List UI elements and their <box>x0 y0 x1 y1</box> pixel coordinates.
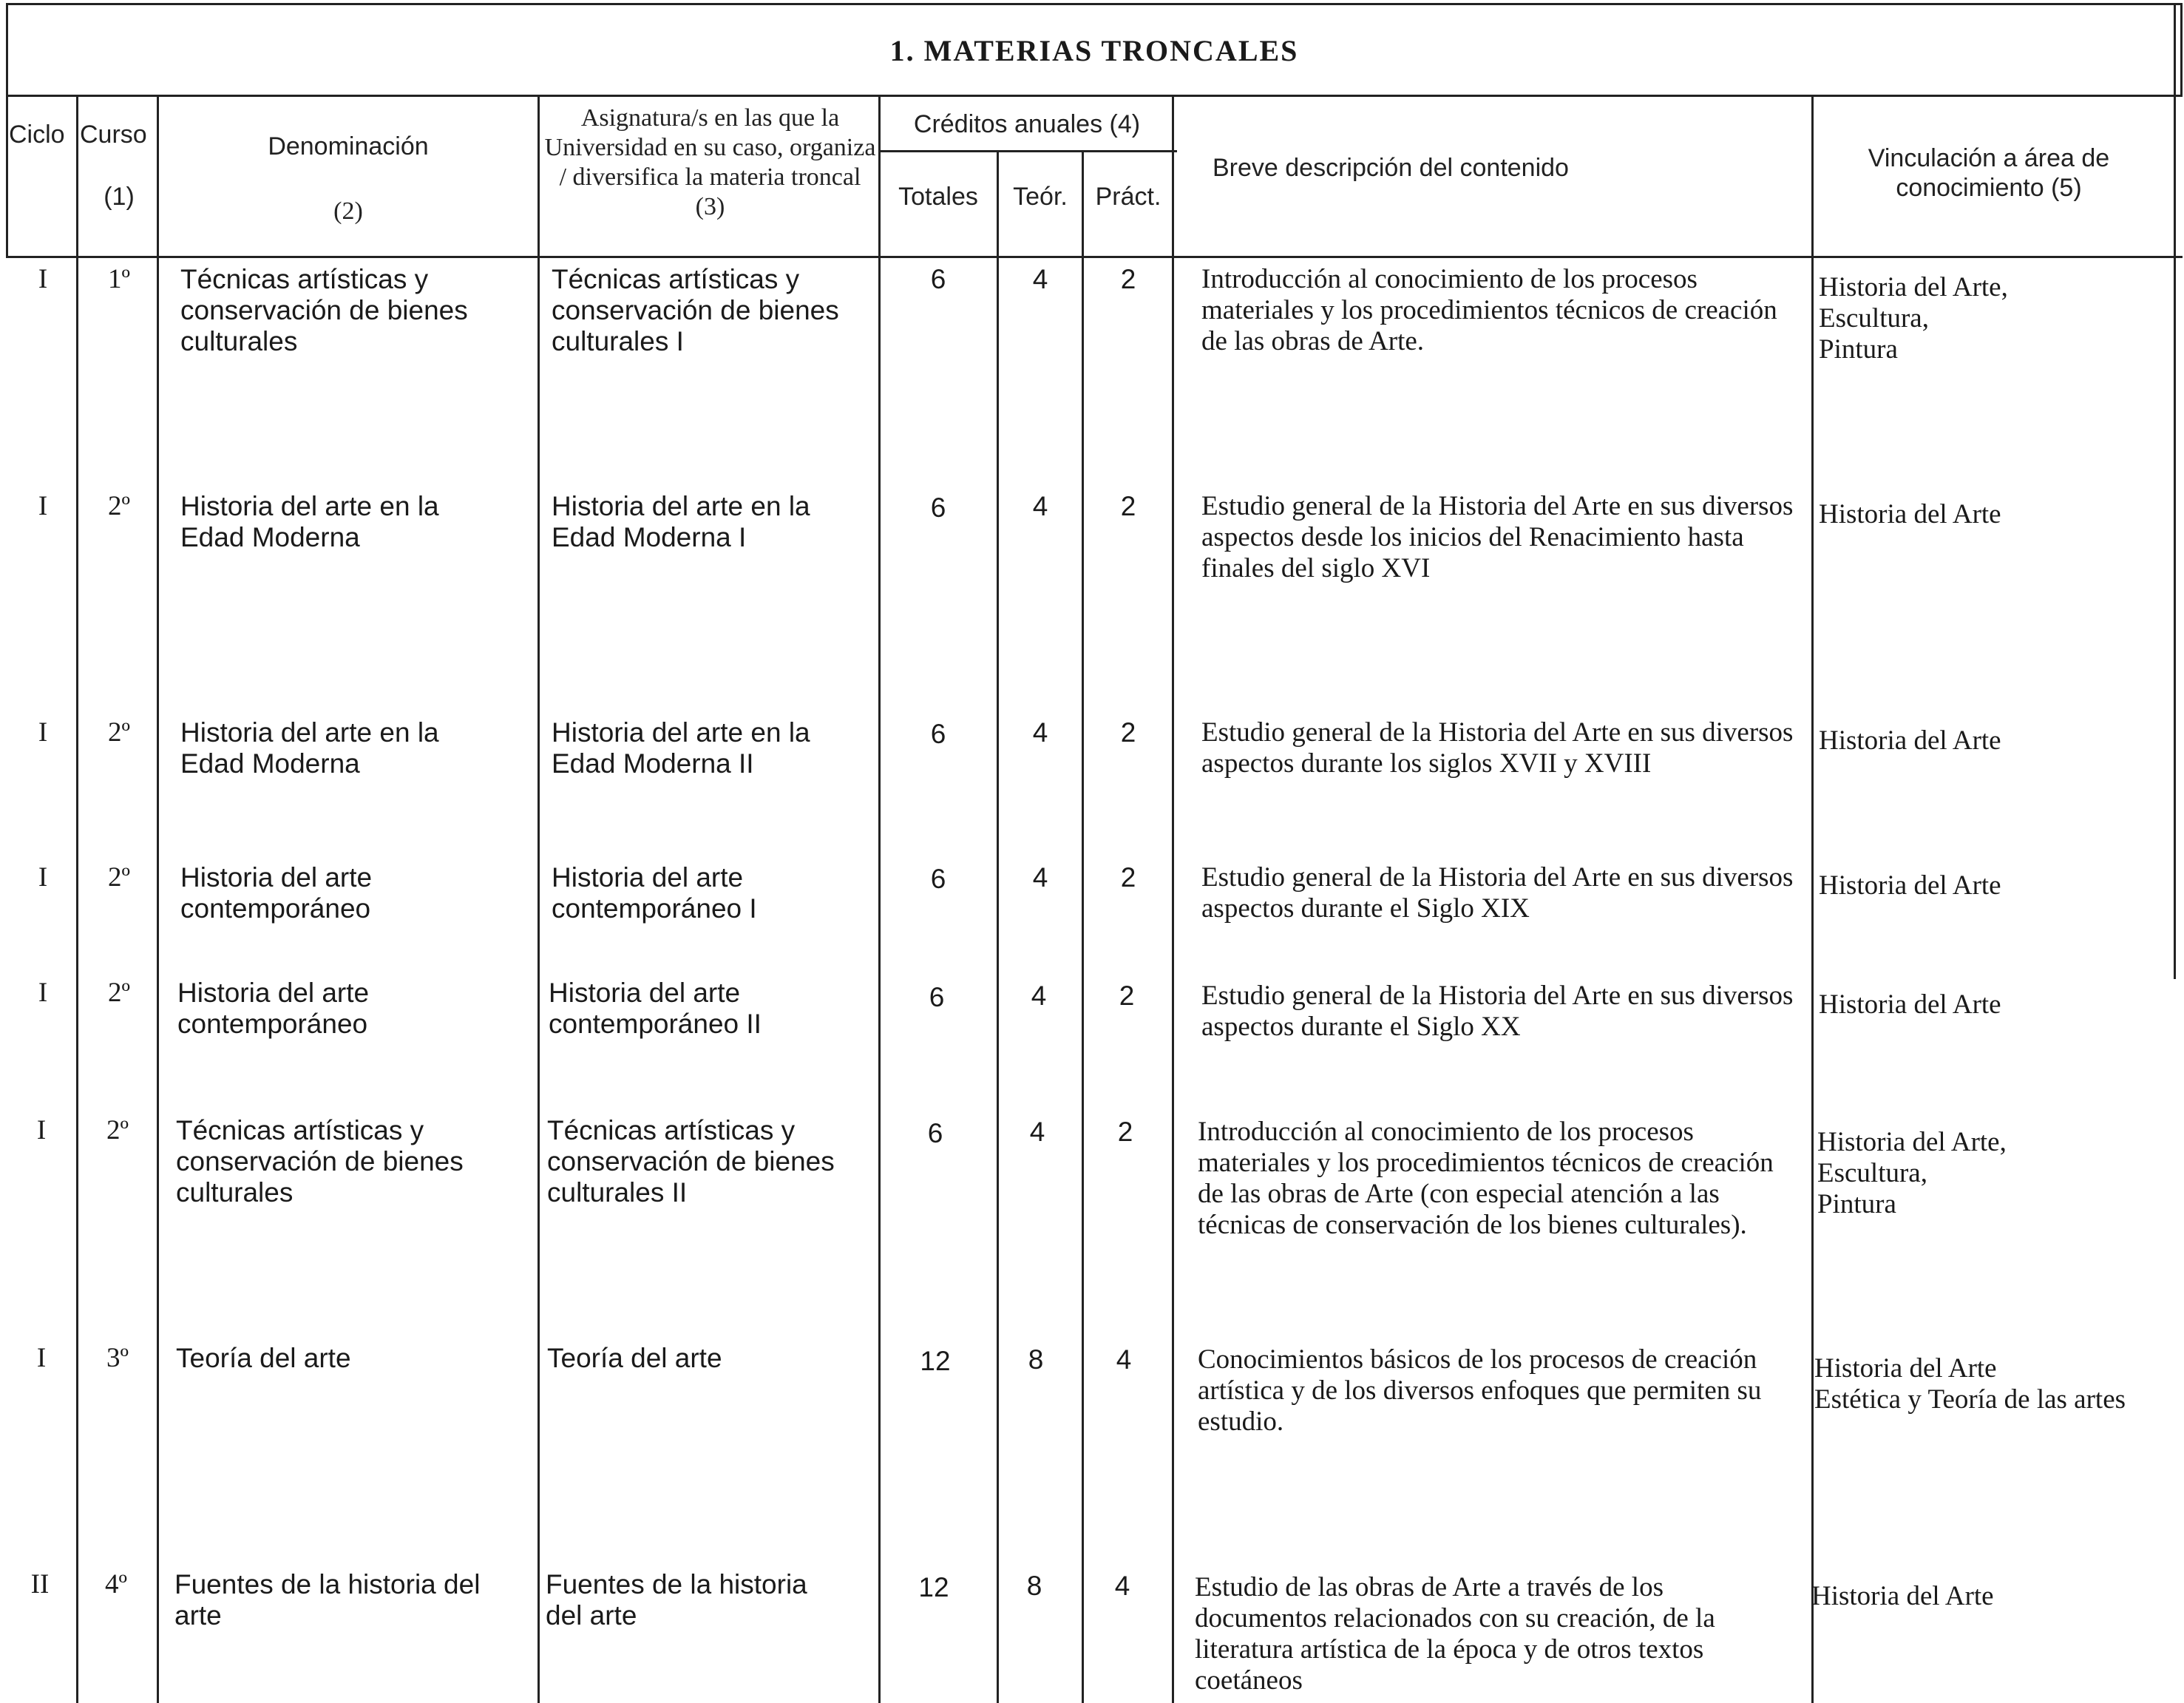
header-bottom-rule <box>6 256 2183 258</box>
creditos-sub-rule <box>878 150 1177 152</box>
header-pract: Práct. <box>1095 183 1161 211</box>
cell-pract: 2 <box>1120 264 1136 294</box>
cell-vinculacion: Historia del Arte <box>1819 725 2001 756</box>
cell-ciclo: I <box>38 717 48 748</box>
cell-pract: 2 <box>1117 1117 1133 1147</box>
cell-descripcion: Introducción al conocimiento de los procesos materiales y los procedimientos técnicos de creación de las obras de Arte (con especial atención a las técnicas de conservación de los bienes culturales). <box>1198 1117 1774 1240</box>
cell-vinculacion: Historia del Arte <box>1811 1581 1994 1611</box>
cell-asignatura: Historia del arte en la Edad Moderna I <box>552 491 810 552</box>
cell-totales: 6 <box>930 719 946 749</box>
col-rule-denominacion <box>537 95 540 1703</box>
header-top-rule <box>6 95 2183 97</box>
page-title: 1. MATERIAS TRONCALES <box>889 34 1299 67</box>
cell-totales: 12 <box>918 1572 949 1602</box>
cell-descripcion: Estudio general de la Historia del Arte en sus diversos aspectos durante el Siglo XX <box>1201 981 1794 1042</box>
cell-pract: 4 <box>1114 1571 1130 1601</box>
header-vinculacion: Vinculación a área de conocimiento (5) <box>1868 144 2110 202</box>
cell-denominacion: Técnicas artísticas y conservación de bienes culturales <box>180 264 468 356</box>
cell-pract: 2 <box>1120 862 1136 893</box>
cell-descripcion: Introducción al conocimiento de los procesos materiales y los procedimientos técnicos de creación de las obras de Arte. <box>1201 264 1777 356</box>
col-rule-teor <box>1082 150 1084 1703</box>
cell-ciclo: I <box>38 491 48 521</box>
title-box <box>6 3 2183 96</box>
cell-teor: 4 <box>1029 1117 1045 1147</box>
cell-ciclo: I <box>36 1115 47 1145</box>
cell-curso: 2º <box>106 1115 129 1145</box>
cell-denominacion: Fuentes de la historia del arte <box>174 1569 481 1631</box>
cell-totales: 6 <box>930 264 946 294</box>
cell-denominacion: Teoría del arte <box>176 1343 351 1373</box>
cell-pract: 2 <box>1120 717 1136 748</box>
cell-denominacion: Técnicas artísticas y conservación de bienes culturales <box>176 1115 464 1208</box>
cell-vinculacion: Historia del Arte <box>1819 870 2001 901</box>
cell-teor: 4 <box>1031 981 1047 1011</box>
cell-teor: 4 <box>1032 264 1048 294</box>
cell-teor: 8 <box>1028 1344 1044 1375</box>
cell-vinculacion: Historia del Arte Estética y Teoría de las artes <box>1814 1353 2126 1415</box>
cell-denominacion: Historia del arte en la Edad Moderna <box>180 491 439 552</box>
cell-asignatura: Técnicas artísticas y conservación de bienes culturales II <box>547 1115 835 1208</box>
cell-asignatura: Técnicas artísticas y conservación de bienes culturales I <box>552 264 839 356</box>
cell-curso: 2º <box>108 862 130 893</box>
cell-totales: 12 <box>920 1346 951 1376</box>
cell-denominacion: Historia del arte en la Edad Moderna <box>180 717 439 779</box>
cell-curso: 3º <box>106 1343 129 1373</box>
header-asignatura: Asignatura/s en las que la Universidad en su caso, organiza / diversifica la materia troncal (3) <box>544 104 876 220</box>
cell-pract: 2 <box>1120 491 1136 521</box>
cell-curso: 2º <box>108 491 130 521</box>
cell-denominacion: Historia del arte contemporáneo <box>177 978 370 1039</box>
cell-curso: 4º <box>105 1569 127 1599</box>
cell-ciclo: II <box>30 1569 50 1599</box>
header-totales: Totales <box>898 183 978 211</box>
header-curso-note: (1) <box>104 183 135 211</box>
col-rule-curso <box>157 95 159 1703</box>
header-curso: Curso <box>80 121 147 149</box>
cell-totales: 6 <box>929 982 945 1012</box>
cell-vinculacion: Historia del Arte, Escultura, Pintura <box>1819 272 2008 365</box>
cell-asignatura: Historia del arte en la Edad Moderna II <box>552 717 810 779</box>
cell-pract: 4 <box>1116 1344 1132 1375</box>
header-descripcion: Breve descripción del contenido <box>1213 154 1569 182</box>
cell-ciclo: I <box>38 978 48 1008</box>
cell-totales: 6 <box>930 864 946 894</box>
header-ciclo: Ciclo <box>9 121 65 149</box>
col-rule-ciclo <box>76 95 78 1703</box>
cell-asignatura: Historia del arte contemporáneo I <box>552 862 757 924</box>
cell-pract: 2 <box>1119 981 1135 1011</box>
col-rule-descripcion <box>1811 95 1814 1703</box>
cell-descripcion: Estudio general de la Historia del Arte en sus diversos aspectos durante el Siglo XIX <box>1201 862 1794 924</box>
cell-vinculacion: Historia del Arte <box>1819 989 2001 1020</box>
cell-curso: 2º <box>108 717 130 748</box>
cell-totales: 6 <box>927 1118 943 1148</box>
cell-descripcion: Estudio general de la Historia del Arte en sus diversos aspectos desde los inicios del Renacimiento hasta finales del siglo XVI <box>1201 491 1794 583</box>
cell-ciclo: I <box>38 862 48 893</box>
cell-curso: 2º <box>108 978 130 1008</box>
col-rule-totales <box>997 150 999 1703</box>
cell-asignatura: Teoría del arte <box>547 1343 722 1373</box>
cell-descripcion: Estudio general de la Historia del Arte en sus diversos aspectos durante los siglos XVII y XVIII <box>1201 717 1794 779</box>
cell-curso: 1º <box>108 264 130 294</box>
cell-teor: 4 <box>1032 862 1048 893</box>
header-denominacion: Denominación <box>268 132 429 160</box>
col-rule-left <box>6 3 8 256</box>
cell-totales: 6 <box>930 492 946 523</box>
cell-vinculacion: Historia del Arte <box>1819 499 2001 529</box>
cell-teor: 4 <box>1032 717 1048 748</box>
header-creditos: Créditos anuales (4) <box>913 110 1141 138</box>
header-denominacion-note: (2) <box>333 197 363 225</box>
col-rule-right <box>2174 3 2176 979</box>
cell-descripcion: Estudio de las obras de Arte a través de los documentos relacionados con su creación, de la literatura artística de la época y de otros textos coetáneos <box>1195 1572 1715 1696</box>
cell-ciclo: I <box>36 1343 47 1373</box>
col-rule-pract <box>1172 95 1174 1703</box>
header-teor: Teór. <box>1013 183 1068 211</box>
cell-descripcion: Conocimientos básicos de los procesos de creación artística y de los diversos enfoques que permiten su estudio. <box>1198 1344 1762 1437</box>
cell-asignatura: Fuentes de la historia del arte <box>546 1569 807 1631</box>
cell-denominacion: Historia del arte contemporáneo <box>180 862 373 924</box>
cell-teor: 4 <box>1032 491 1048 521</box>
cell-teor: 8 <box>1026 1571 1042 1601</box>
col-rule-asignatura <box>878 95 881 1703</box>
cell-asignatura: Historia del arte contemporáneo II <box>549 978 762 1039</box>
cell-ciclo: I <box>38 264 48 294</box>
cell-vinculacion: Historia del Arte, Escultura, Pintura <box>1817 1127 2007 1219</box>
